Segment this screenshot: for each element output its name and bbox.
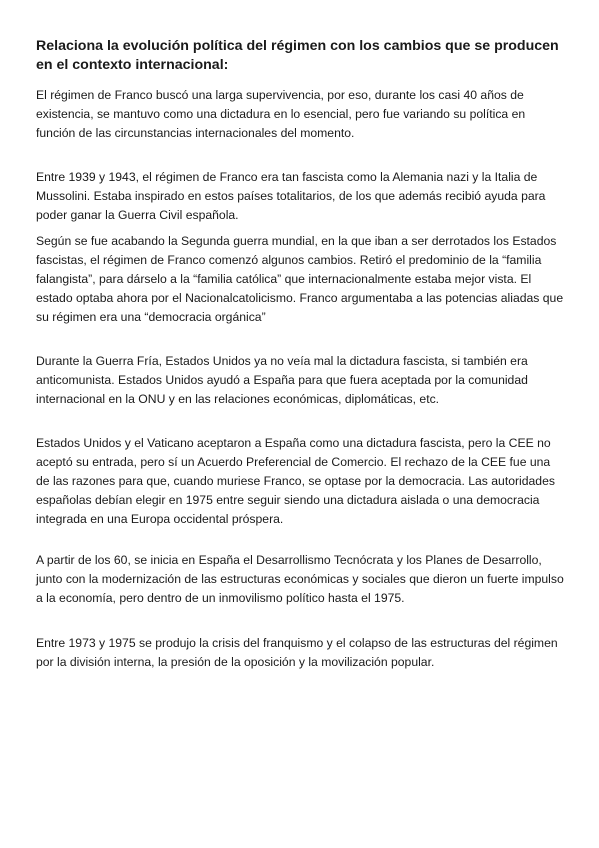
paragraph-cee: Estados Unidos y el Vaticano aceptaron a España como una dictadura fascista, pero la CEE no aceptó su entrada, pero sí un Acuerdo Preferencial de Comercio. El rechazo de la CEE fue una de las razones para que, cuando muriese Franco, se optase por la democracia. Las autoridades españolas debían elegir en 1975 entre seguir siendo una dictadura aislada o una democracia integrada en una Europa occidental próspera. [36, 436, 555, 526]
paragraph-desarrollismo: A partir de los 60, se inicia en España el Desarrollismo Tecnócrata y los Planes de Desarrollo, junto con la modernización de las estructuras económicas y sociales que dieron un fuerte impulso a la economía, pero dentro de un inmovilismo político hasta el 1975. [36, 553, 564, 605]
paragraph-end-of-ww2: Según se fue acabando la Segunda guerra mundial, en la que iban a ser derrotados los Estados fascistas, el régimen de Franco comenzó algunos cambios. Retiró el predominio de la “familia falangista”, para dárselo a la “familia católica” que internacionalmente estaba mejor vista. El estado optaba ahora por el Nacionalcatolicismo. Franco argumentaba a las potencias aliadas que su régimen era una “democracia orgánica” [36, 234, 564, 324]
paragraph-1939-1943: Entre 1939 y 1943, el régimen de Franco era tan fascista como la Alemania nazi y la Italia de Mussolini. Estaba inspirado en estos países totalitarios, de los que además recibió ayuda para poder ganar la Guerra Civil española. [36, 170, 546, 222]
document-title: Relaciona la evolución política del régimen con los cambios que se producen en el contexto internacional: [36, 38, 559, 73]
paragraph-cold-war: Durante la Guerra Fría, Estados Unidos ya no veía mal la dictadura fascista, si también era anticomunista. Estados Unidos ayudó a España para que fuera aceptada por la comunidad internacional en la ONU y en las relaciones económicas, diplomáticas, etc. [36, 354, 528, 406]
paragraph-crisis-franquismo: Entre 1973 y 1975 se produjo la crisis del franquismo y el colapso de las estructuras del régimen por la división interna, la presión de la oposición y la movilización popular. [36, 636, 558, 669]
paragraph-intro: El régimen de Franco buscó una larga supervivencia, por eso, durante los casi 40 años de existencia, se mantuvo como una dictadura en lo esencial, pero fue variando su política en función de las circunstancias internacionales del momento. [36, 88, 526, 140]
